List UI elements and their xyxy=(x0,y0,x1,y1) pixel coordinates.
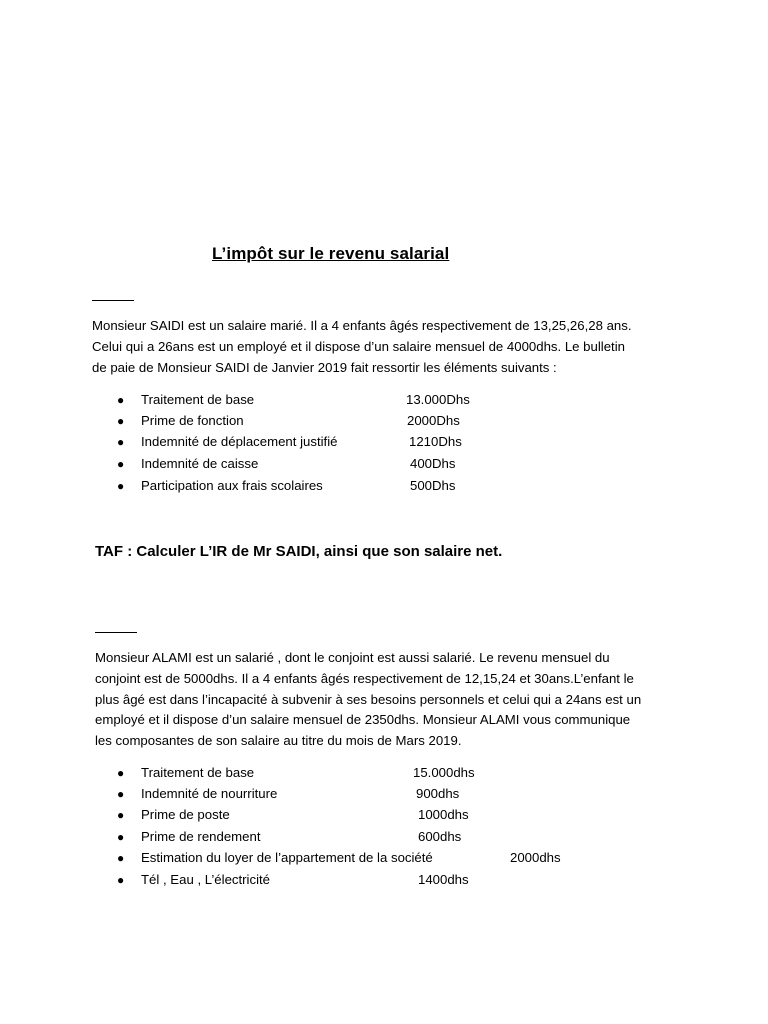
bullet-icon: ● xyxy=(117,851,125,865)
item-label: Traitement de base xyxy=(141,392,255,407)
item-label: Prime de poste xyxy=(141,807,230,822)
exercise-2-paragraph xyxy=(95,648,641,752)
bullet-icon: ● xyxy=(117,457,125,471)
bullet-icon: ● xyxy=(117,479,125,493)
item-amount: 15.000dhs xyxy=(413,765,475,780)
item-label: Participation aux frais scolaires xyxy=(141,478,323,493)
item-label: Estimation du loyer de l’appartement de la société xyxy=(141,850,433,865)
bullet-icon: ● xyxy=(117,873,125,887)
bullet-icon: ● xyxy=(117,808,125,822)
item-amount: 500Dhs xyxy=(410,478,456,493)
item-label: Traitement de base xyxy=(141,765,255,780)
item-amount: 1210Dhs xyxy=(409,434,462,449)
bullet-icon: ● xyxy=(117,766,125,780)
bullet-icon: ● xyxy=(117,393,125,407)
item-amount: 600dhs xyxy=(418,829,462,844)
item-label: Prime de fonction xyxy=(141,413,244,428)
item-amount: 1400dhs xyxy=(418,872,469,887)
item-label: Indemnité de caisse xyxy=(141,456,259,471)
item-label: Indemnité de nourriture xyxy=(141,786,278,801)
item-amount: 13.000Dhs xyxy=(406,392,470,407)
item-label: Indemnité de déplacement justifié xyxy=(141,434,338,449)
section-divider-2 xyxy=(95,632,137,633)
item-amount: 900dhs xyxy=(416,786,460,801)
bullet-icon: ● xyxy=(117,830,125,844)
paragraph-line: Celui qui a 26ans est un employé et il dispose d’un salaire mensuel de 4000dhs. Le bulletin xyxy=(92,338,625,354)
paragraph-line: les composantes de son salaire au titre du mois de Mars 2019. xyxy=(95,733,462,749)
document-title: L’impôt sur le revenu salarial xyxy=(212,244,450,263)
item-amount: 2000Dhs xyxy=(407,413,460,428)
bullet-icon: ● xyxy=(117,414,125,428)
paragraph-line: conjoint est de 5000dhs. Il a 4 enfants âgés respectivement de 12,15,24 et 30ans.L’enfant le xyxy=(95,670,634,686)
paragraph-line: employé et il dispose d’un salaire mensuel de 2350dhs. Monsieur ALAMI vous communique xyxy=(95,712,631,728)
item-amount: 2000dhs xyxy=(510,850,561,865)
exercise-1-paragraph xyxy=(92,316,632,378)
item-amount: 1000dhs xyxy=(418,807,469,822)
paragraph-line: Monsieur SAIDI est un salaire marié. Il a 4 enfants âgés respectivement de 13,25,26,28 ans. xyxy=(92,318,632,333)
paragraph-line: Monsieur ALAMI est un salarié , dont le conjoint est aussi salarié. Le revenu mensuel du xyxy=(95,650,610,665)
item-label: Tél , Eau , L’électricité xyxy=(141,872,271,887)
bullet-icon: ● xyxy=(117,787,125,801)
item-label: Prime de rendement xyxy=(141,829,261,844)
section-divider-1 xyxy=(92,300,134,301)
paragraph-line: plus âgé est dans l’incapacité à subvenir à ses besoins personnels et celui qui a 24ans est un xyxy=(95,691,642,707)
paragraph-line: de paie de Monsieur SAIDI de Janvier 2019 fait ressortir les éléments suivants : xyxy=(92,359,557,375)
task-statement: TAF : Calculer L’IR de Mr SAIDI, ainsi que son salaire net. xyxy=(95,543,503,560)
item-amount: 400Dhs xyxy=(410,456,456,471)
bullet-icon: ● xyxy=(117,435,125,449)
